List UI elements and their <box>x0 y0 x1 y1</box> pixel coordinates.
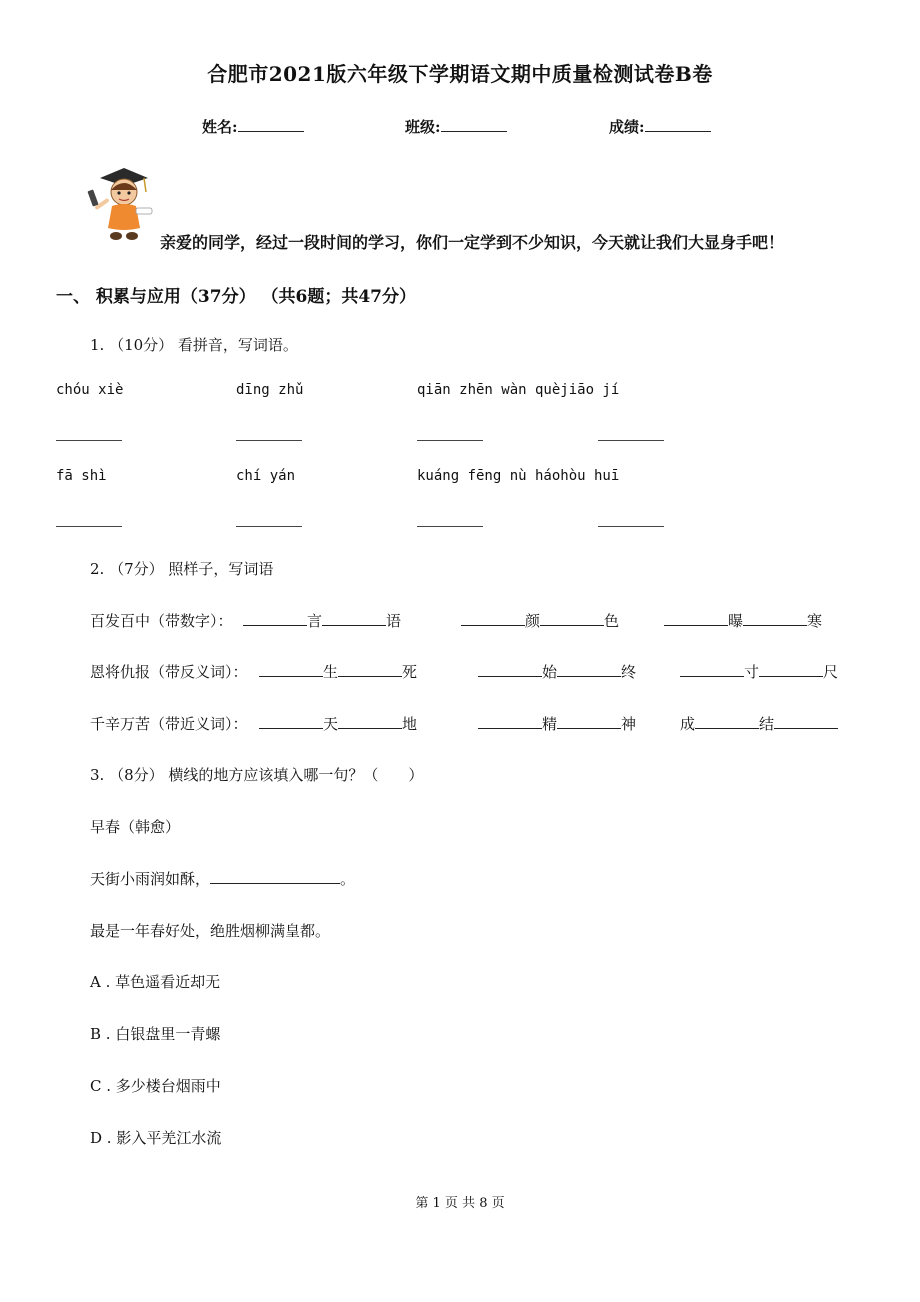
option-a[interactable]: A . 草色遥看近却无 <box>90 973 221 991</box>
answer-blank[interactable] <box>680 662 744 677</box>
given-char: 死 <box>402 663 418 681</box>
given-char: 终 <box>621 663 637 681</box>
answer-blank[interactable] <box>695 714 759 729</box>
given-char: 色 <box>604 612 620 630</box>
given-char: 成 <box>680 715 696 733</box>
answer-blank[interactable] <box>774 714 838 729</box>
option-c[interactable]: C . 多少楼台烟雨中 <box>90 1077 221 1095</box>
q2-row-2-group-a[interactable] <box>259 661 417 682</box>
answer-blank[interactable] <box>338 662 402 677</box>
answer-blank[interactable] <box>759 662 823 677</box>
given-char: 曝 <box>728 612 744 630</box>
answer-blank[interactable] <box>210 869 340 884</box>
score-label: 成绩: <box>609 118 645 136</box>
answer-blank[interactable] <box>540 611 604 626</box>
given-char: 颜 <box>525 612 541 630</box>
answer-blank[interactable] <box>259 714 323 729</box>
question-2-stem: 2. （7分） 照样子，写词语 <box>90 560 274 578</box>
class-blank[interactable] <box>441 116 507 132</box>
given-char: 天 <box>323 715 339 733</box>
q2-row-1-group-b[interactable] <box>461 610 619 631</box>
class-field[interactable] <box>405 116 507 137</box>
answer-blank[interactable] <box>478 662 542 677</box>
pinyin-4: fā shì <box>56 468 107 484</box>
given-char: 结 <box>759 715 775 733</box>
answer-blank[interactable] <box>259 662 323 677</box>
answer-blank[interactable] <box>557 662 621 677</box>
pinyin-2: dīng zhǔ <box>236 382 304 398</box>
given-char: 神 <box>621 715 637 733</box>
q2-row-1-label: 百发百中（带数字）： <box>90 612 233 630</box>
answer-blank[interactable] <box>338 714 402 729</box>
answer-blank[interactable] <box>598 440 664 441</box>
score-field[interactable] <box>609 116 711 137</box>
q2-row-1-group-a[interactable] <box>243 610 401 631</box>
exam-title: 合肥市2021版六年级下学期语文期中质量检测试卷B卷 <box>207 62 713 86</box>
given-char: 生 <box>323 663 339 681</box>
given-char: 地 <box>402 715 418 733</box>
pinyin-5: chí yán <box>236 468 296 484</box>
q2-row-3-group-c[interactable] <box>680 713 838 734</box>
answer-blank[interactable] <box>236 526 302 527</box>
given-char: 始 <box>542 663 558 681</box>
answer-blank[interactable] <box>322 611 386 626</box>
pinyin-3: qiān zhēn wàn quèjiāo jí <box>417 382 620 398</box>
answer-blank[interactable] <box>478 714 542 729</box>
q2-row-1-group-c[interactable] <box>664 610 822 631</box>
q2-row-3-group-a[interactable] <box>259 713 417 734</box>
given-char: 精 <box>542 715 558 733</box>
name-blank[interactable] <box>238 116 304 132</box>
q2-row-3-label: 千辛万苦（带近义词）： <box>90 715 248 733</box>
answer-blank[interactable] <box>557 714 621 729</box>
answer-blank[interactable] <box>56 440 122 441</box>
answer-blank[interactable] <box>417 526 483 527</box>
name-field[interactable] <box>202 116 304 137</box>
poem-title: 早春（韩愈） <box>90 818 181 836</box>
poem-line-1-text: 天街小雨润如酥， <box>90 870 211 888</box>
section-1-title: 一、 积累与应用（37分） （共6题；共47分） <box>56 287 416 307</box>
given-char: 尺 <box>823 663 839 681</box>
page-footer: 第 1 页 共 8 页 <box>415 1196 505 1211</box>
class-label: 班级: <box>405 118 441 136</box>
poem-line-1-end: 。 <box>340 870 356 888</box>
option-b[interactable]: B . 白银盘里一青螺 <box>90 1025 221 1043</box>
question-1-stem: 1. （10分） 看拼音，写词语。 <box>90 336 298 354</box>
question-3-stem: 3. （8分） 横线的地方应该填入哪一句？（ ） <box>90 766 424 784</box>
given-char: 语 <box>386 612 402 630</box>
answer-blank[interactable] <box>243 611 307 626</box>
q2-row-2-group-b[interactable] <box>478 661 636 682</box>
answer-blank[interactable] <box>743 611 807 626</box>
q2-row-2-label: 恩将仇报（带反义词）： <box>90 663 248 681</box>
answer-blank[interactable] <box>417 440 483 441</box>
q2-row-2-group-c[interactable] <box>680 661 838 682</box>
poem-line-1 <box>90 868 355 889</box>
answer-blank[interactable] <box>56 526 122 527</box>
pinyin-1: chóu xiè <box>56 382 124 398</box>
option-d[interactable]: D . 影入平羌江水流 <box>90 1129 222 1147</box>
score-blank[interactable] <box>645 116 711 132</box>
given-char: 言 <box>307 612 323 630</box>
student-mascot-icon <box>86 162 158 250</box>
given-char: 寸 <box>744 663 760 681</box>
answer-blank[interactable] <box>664 611 728 626</box>
greeting-text: 亲爱的同学，经过一段时间的学习，你们一定学到不少知识，今天就让我们大显身手吧！ <box>160 233 785 252</box>
answer-blank[interactable] <box>236 440 302 441</box>
poem-line-2: 最是一年春好处，绝胜烟柳满皇都。 <box>90 922 331 940</box>
answer-blank[interactable] <box>461 611 525 626</box>
q2-row-3-group-b[interactable] <box>478 713 636 734</box>
answer-blank[interactable] <box>598 526 664 527</box>
given-char: 寒 <box>807 612 823 630</box>
pinyin-6: kuáng fēng nù háohòu huī <box>417 468 620 484</box>
name-label: 姓名: <box>202 118 238 136</box>
